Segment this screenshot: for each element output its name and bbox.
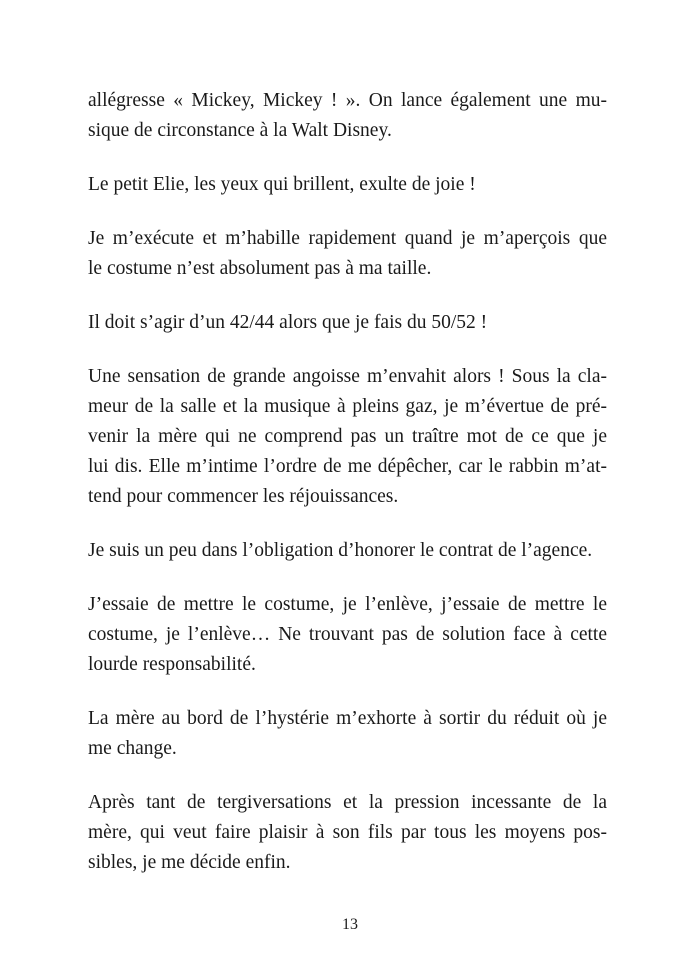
paragraph-2 [88,170,607,200]
text-line: lui dis. Elle m’intime l’ordre de me dépêcher, car le rabbin m’at- [88,456,607,477]
page-body [88,86,607,902]
paragraph-4 [88,308,607,338]
paragraph-8 [88,704,607,764]
paragraph-6 [88,536,607,566]
text-line: tend pour commencer les réjouissances. [88,486,399,507]
text-line: mère, qui veut faire plaisir à son fils par tous les moyens pos- [88,822,607,843]
text-line: me change. [88,738,177,759]
text-line: venir la mère qui ne comprend pas un traître mot de ce que je [88,426,607,447]
text-line: allégresse « Mickey, Mickey ! ». On lance également une mu- [88,90,607,111]
text-line: Je suis un peu dans l’obligation d’honorer le contrat de l’agence. [88,540,593,561]
text-line: lourde responsabilité. [88,654,256,675]
text-line: le costume n’est absolument pas à ma taille. [88,258,432,279]
paragraph-7 [88,590,607,680]
text-line: meur de la salle et la musique à pleins gaz, je m’évertue de pré- [88,396,607,417]
text-line: Le petit Elie, les yeux qui brillent, exulte de joie ! [88,174,476,195]
paragraph-9 [88,788,607,878]
text-line: sibles, je me décide enfin. [88,852,291,873]
text-line: costume, je l’enlève… Ne trouvant pas de solution face à cette [88,624,607,645]
text-line: La mère au bord de l’hystérie m’exhorte à sortir du réduit où je [88,708,607,729]
paragraph-5 [88,362,607,512]
text-line: J’essaie de mettre le costume, je l’enlève, j’essaie de mettre le [88,594,607,615]
page-number: 13 [342,916,358,933]
text-line: Une sensation de grande angoisse m’envahit alors ! Sous la cla- [88,366,607,387]
paragraph-1 [88,86,607,146]
text-line: Je m’exécute et m’habille rapidement quand je m’aperçois que [88,228,607,249]
text-line: sique de circonstance à la Walt Disney. [88,120,392,141]
text-line: Il doit s’agir d’un 42/44 alors que je fais du 50/52 ! [88,312,488,333]
text-line: Après tant de tergiversations et la pression incessante de la [88,792,607,813]
paragraph-3 [88,224,607,284]
